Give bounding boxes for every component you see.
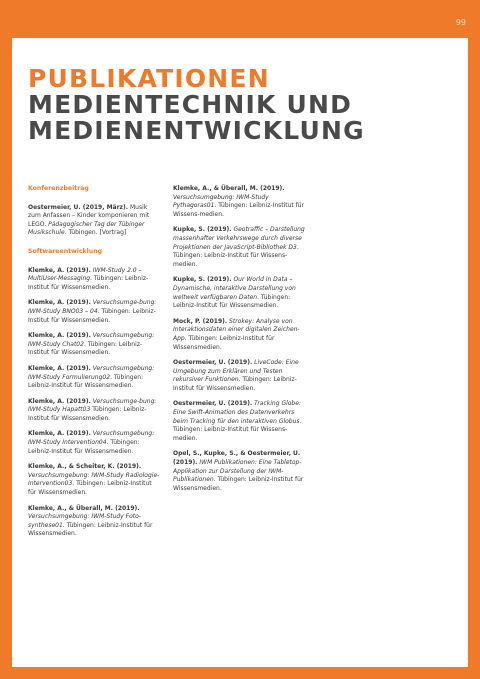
reference-entry (28, 332, 160, 358)
reference-work-title: Versuchsumge-bung: IWM-Study BNO03 – 04 (28, 299, 157, 315)
reference-entry (28, 299, 160, 325)
reference-entry (28, 267, 160, 293)
reference-work-title: IWM-Study 2.0 – MultiUser-Messaging (28, 266, 142, 283)
reference-entry (28, 398, 160, 424)
title-line-3: MEDIENENTWICKLUNG (28, 116, 365, 145)
section-heading-conference: Konferenzbeitrag (28, 185, 89, 192)
reference-work-title: Our World in Data – Dynamische, interaktive Darstellung von weltweit verfügbaren Daten (173, 276, 296, 301)
reference-source: . Tübingen: Leibniz-Institut für Wissensmedien. (28, 480, 152, 497)
reference-author: Kupke, S. (2019). (173, 226, 232, 234)
reference-author: Oestermeier, U. (2019). (173, 400, 253, 408)
reference-work-title: Strokey: Analyse von Interaktionsdaten einer digitalen Zeichen-App (173, 317, 300, 342)
title-line-2: MEDIENTECHNIK UND (28, 90, 353, 119)
conference-list (28, 204, 160, 238)
left-column (28, 185, 160, 546)
reference-work-title: Versuchsumgebung: IWM-Study Pythagoras01 (173, 193, 269, 210)
reference-source: Musik zum Anfassen – Kinder komponieren mit LEGO. (28, 203, 150, 228)
reference-source-2: . Tübingen. [Vortrag] (64, 229, 127, 237)
reference-work-title: IWM Publikationen: Eine Tabletop-Applikation zur Darstellung der IWM-Publikationen (173, 459, 302, 484)
reference-entry (173, 276, 305, 310)
reference-author: Klemke, A., & Überall, M. (2019). (173, 185, 285, 192)
reference-work-title-2: Pädagogischer Tag der Tübinger Musikschule (28, 220, 145, 237)
page-title (28, 66, 365, 144)
reference-author: Klemke, A., & Scheiter, K. (2019). (28, 463, 142, 471)
reference-author: Mock, P. (2019). (173, 317, 228, 325)
reference-author: Oestermeier, U. (2019, März). (28, 203, 129, 211)
reference-entry (173, 185, 305, 219)
reference-source: Tübingen: Leibniz-Institut für Wissensmedien. (28, 406, 147, 422)
reference-author: Klemke, A. (2019). (28, 332, 91, 340)
reference-author: Klemke, A. (2019). (28, 299, 91, 307)
reference-source: . Tübingen: Leibniz-Institut für Wissensmedien. (173, 334, 275, 351)
reference-entry (28, 430, 160, 456)
reference-author: Klemke, A. (2019). (28, 430, 91, 438)
reference-entry (173, 400, 305, 443)
reference-author: Klemke, A. (2019). (28, 397, 91, 405)
reference-work-title: Versuchsumge-bung: IWM-Study Hapatt03 (28, 397, 157, 414)
reference-source: . Tübingen: Leibniz-Institut für Wissensmedien. (28, 521, 153, 538)
reference-source: . Tübingen: Leibniz-Institut für Wissensmedien. (28, 275, 149, 291)
page-number: 99 (455, 18, 466, 27)
reference-work-title: Versuchsumgebung: IWM-Study Intervention04 (28, 430, 155, 447)
reference-work-title: Tracking Globe: Eine Swift-Animation des Datenverkehrs beim Tracking für den interaktiven Globus (173, 400, 301, 425)
software-list (28, 267, 160, 539)
reference-work-title: Geotraffic – Darstellung massenhafter Verkehrswege durch diverse Projektionen der JavaScript-Bibliothek D3 (173, 226, 305, 251)
reference-entry (28, 463, 160, 497)
reference-author: Klemke, A. (2019). (28, 266, 91, 274)
reference-source: . Tübingen: Leibniz-Institut für Wissensmedien. (28, 340, 143, 357)
reference-work-title: LiveCode: Eine Umgebung zum Erklären und Testen rekursiver Funktionen (173, 359, 299, 384)
reference-entry (173, 226, 305, 269)
reference-author: Oestermeier, U. (2019). (173, 359, 253, 367)
reference-source: . Tübingen: Leibniz-Institut für Wissensmedien. (173, 293, 291, 310)
reference-source: . Tübingen: Leibniz-Institut für Wissensmedien. (28, 307, 156, 324)
reference-work-title: Versuchsumgebung: IWM-Study Formulierung02 (28, 364, 155, 381)
title-line-1: PUBLIKATIONEN (28, 64, 270, 93)
reference-work-title: Versuchsumgebung: IWM-Study Radiologie-Intervention03 (28, 471, 160, 488)
right-column (173, 185, 305, 500)
reference-entry (28, 505, 160, 539)
reference-source: . Tübingen: Leibniz-Institut für Wissensmedien. (173, 376, 297, 392)
reference-source: . Tübingen: Leibniz-Institut für Wissensmedien. (173, 476, 304, 492)
reference-source: . Tübingen: Leibniz-Institut für Wissens-medien. (173, 243, 299, 268)
reference-source: . Tübingen: Leibniz-Institut für Wissensmedien. (28, 439, 140, 455)
reference-entry (173, 359, 305, 393)
reference-entry (28, 365, 160, 391)
reference-work-title: Versuchsumgebung: IWM-Study Chat02 (28, 332, 155, 348)
reference-entry (173, 318, 305, 352)
reference-author: Klemke, A. (2019). (28, 364, 91, 372)
reference-entry (28, 204, 160, 238)
reference-author: Klemke, A., & Überall, M. (2019). (28, 504, 140, 512)
reference-source: . Tübingen: Leibniz-Institut für Wissens-medien. (173, 202, 305, 218)
reference-author: Kupke, S. (2019). (173, 276, 232, 284)
software-list-continued (173, 185, 305, 493)
reference-entry (173, 450, 305, 493)
reference-source: . Tübingen: Leibniz-Institut für Wissens-medien. (173, 417, 302, 442)
reference-author: Opel, S., Kupke, S., & Oestermeier, U. (2019). (173, 450, 301, 467)
reference-source: . Tübingen: Leibniz-Institut für Wissensmedien. (28, 373, 144, 390)
reference-work-title: Versuchsumgebung: IWM-Study Foto-synthese01 (28, 513, 141, 529)
section-heading-software: Softwareentwicklung (28, 247, 103, 255)
